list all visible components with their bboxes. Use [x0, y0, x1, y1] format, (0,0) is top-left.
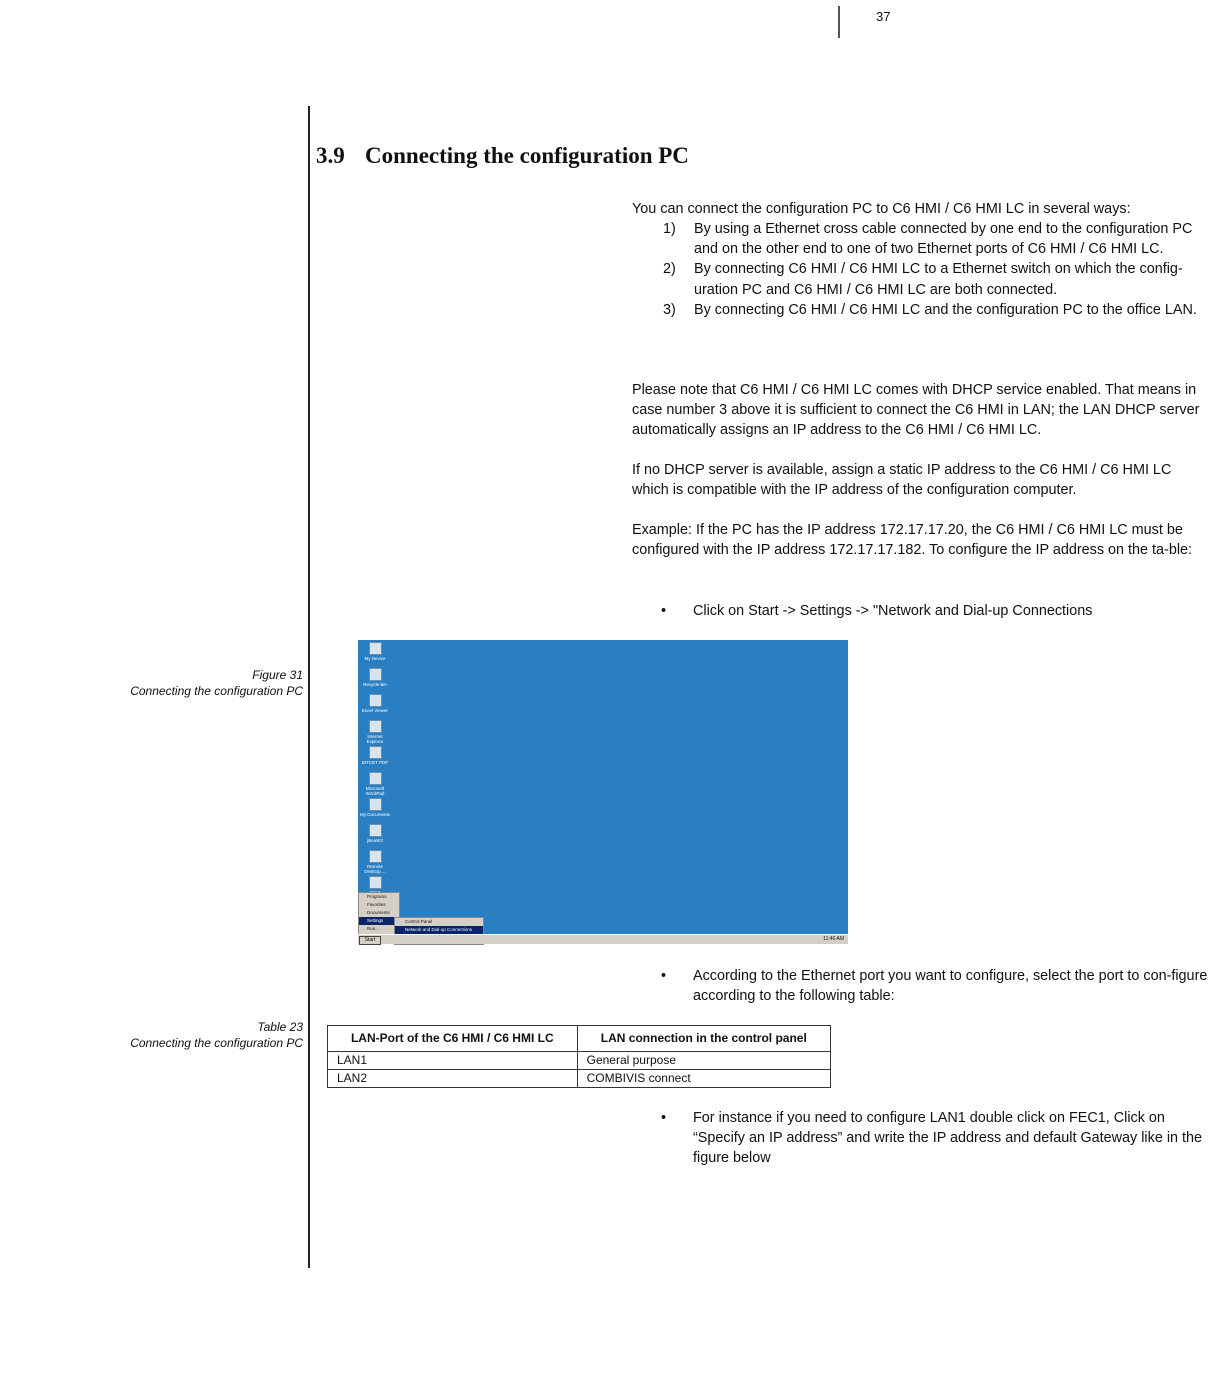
list-number: 2): [663, 261, 676, 278]
intro-paragraph: You can connect the configuration PC to C6 HMI / C6 HMI LC in several ways:: [632, 201, 1131, 217]
table-cell: LAN2: [328, 1070, 578, 1088]
start-menu-item: Settings: [359, 917, 399, 925]
bullet-dot: •: [661, 1110, 667, 1126]
list-number: 1): [663, 221, 676, 237]
bullet-text: Click on Start -> Settings -> "Network and Dial-up Connections: [693, 603, 1093, 619]
bullet-dot: •: [661, 968, 667, 984]
ways-list: [632, 219, 1212, 320]
table-header-row: [328, 1026, 831, 1052]
section-title: Connecting the configuration PC: [365, 143, 689, 168]
section-heading: [316, 143, 689, 169]
desktop-icon: My Device: [360, 642, 390, 661]
table-caption: [130, 1019, 303, 1051]
bullet-item: [632, 1108, 1212, 1169]
desktop-icon: Internet Explorer: [360, 720, 390, 744]
list-item: [632, 219, 1212, 259]
desktop-icon: BITCET PDF: [360, 746, 390, 765]
desktop-icon: Microsoft WordPad: [360, 772, 390, 796]
dhcp-paragraph: Please note that C6 HMI / C6 HMI LC comes with DHCP service enabled. That means in case number 3 above it is sufficient to connect the C6 HMI in LAN; the LAN DHCP server automatically assigns an IP address to the C6 HMI / C6 HMI LC.: [632, 382, 1200, 439]
bullet-text: According to the Ethernet port you want to configure, select the port to con-figure according to the following table:: [693, 968, 1208, 1005]
section-number: 3.9: [316, 143, 345, 168]
desktop-icon: jBeaW3: [360, 824, 390, 843]
desktop-icon: Excel Viewer: [360, 694, 390, 713]
table-cell: LAN1: [328, 1052, 578, 1070]
table-row: [328, 1070, 831, 1088]
list-item: [632, 259, 1212, 299]
bullet-item: [632, 601, 1212, 621]
desktop-icon: My Documents: [360, 798, 390, 817]
taskbar: [358, 934, 848, 944]
list-text: By using a Ethernet cross cable connected by one end to the configuration PC and on the other end to one of two Ethernet ports of C6 HMI / C6 HMI LC.: [694, 221, 1193, 258]
list-text: By connecting C6 HMI / C6 HMI LC to a Ethernet switch on which the config-uration PC and C6 HMI / C6 HMI LC are both connected.: [694, 261, 1183, 298]
list-item: [632, 300, 1212, 320]
table-label: Table 23: [257, 1020, 303, 1034]
list-number: 3): [663, 301, 676, 318]
example-paragraph: Example: If the PC has the IP address 172.17.17.20, the C6 HMI / C6 HMI LC must be configured with the IP address 172.17.17.182. To configure the IP address on the ta-ble:: [632, 522, 1193, 559]
list-text: By connecting C6 HMI / C6 HMI LC and the configuration PC to the office LAN.: [694, 301, 1197, 318]
bullet-text: For instance if you need to configure LAN1 double click on FEC1, Click on “Specify an IP address” and write the IP address and default Gateway like in the figure below: [693, 1110, 1203, 1167]
start-menu-item: Documents: [367, 910, 390, 915]
margin-rule: [308, 106, 310, 1268]
figure-label: Figure 31: [252, 668, 303, 682]
column-header: LAN-Port of the C6 HMI / C6 HMI LC: [328, 1026, 578, 1052]
table-cell: COMBIVIS connect: [577, 1070, 830, 1088]
bullet-dot: •: [661, 603, 667, 619]
page-number: 37: [876, 9, 891, 24]
submenu-item: Network and Dial-up Connections: [395, 926, 483, 934]
table-cell: General purpose: [577, 1052, 830, 1070]
start-menu-item: Run...: [367, 926, 380, 931]
desktop-icon: Recycle Bin: [360, 668, 390, 687]
start-button: Start: [359, 936, 381, 945]
table-row: [328, 1052, 831, 1070]
figure-caption-text: Connecting the configuration PC: [130, 684, 303, 698]
submenu-item: Control Panel: [405, 919, 433, 924]
lan-table: [327, 1025, 831, 1088]
figure-caption: [130, 667, 303, 699]
static-ip-paragraph: If no DHCP server is available, assign a static IP address to the C6 HMI / C6 HMI LC which is compatible with the IP address of the configuration computer.: [632, 462, 1172, 499]
header-rule: [838, 6, 840, 38]
table-caption-text: Connecting the configuration PC: [130, 1036, 303, 1050]
bullet-item: [632, 966, 1212, 1006]
column-header: LAN connection in the control panel: [577, 1026, 830, 1052]
start-menu-item: Programs: [367, 894, 387, 899]
desktop-screenshot: [358, 640, 848, 944]
clock: 11:40 AM: [823, 936, 844, 942]
desktop-icon: Remote Desktop ...: [360, 850, 390, 874]
start-menu-item: Favorites: [367, 902, 386, 907]
